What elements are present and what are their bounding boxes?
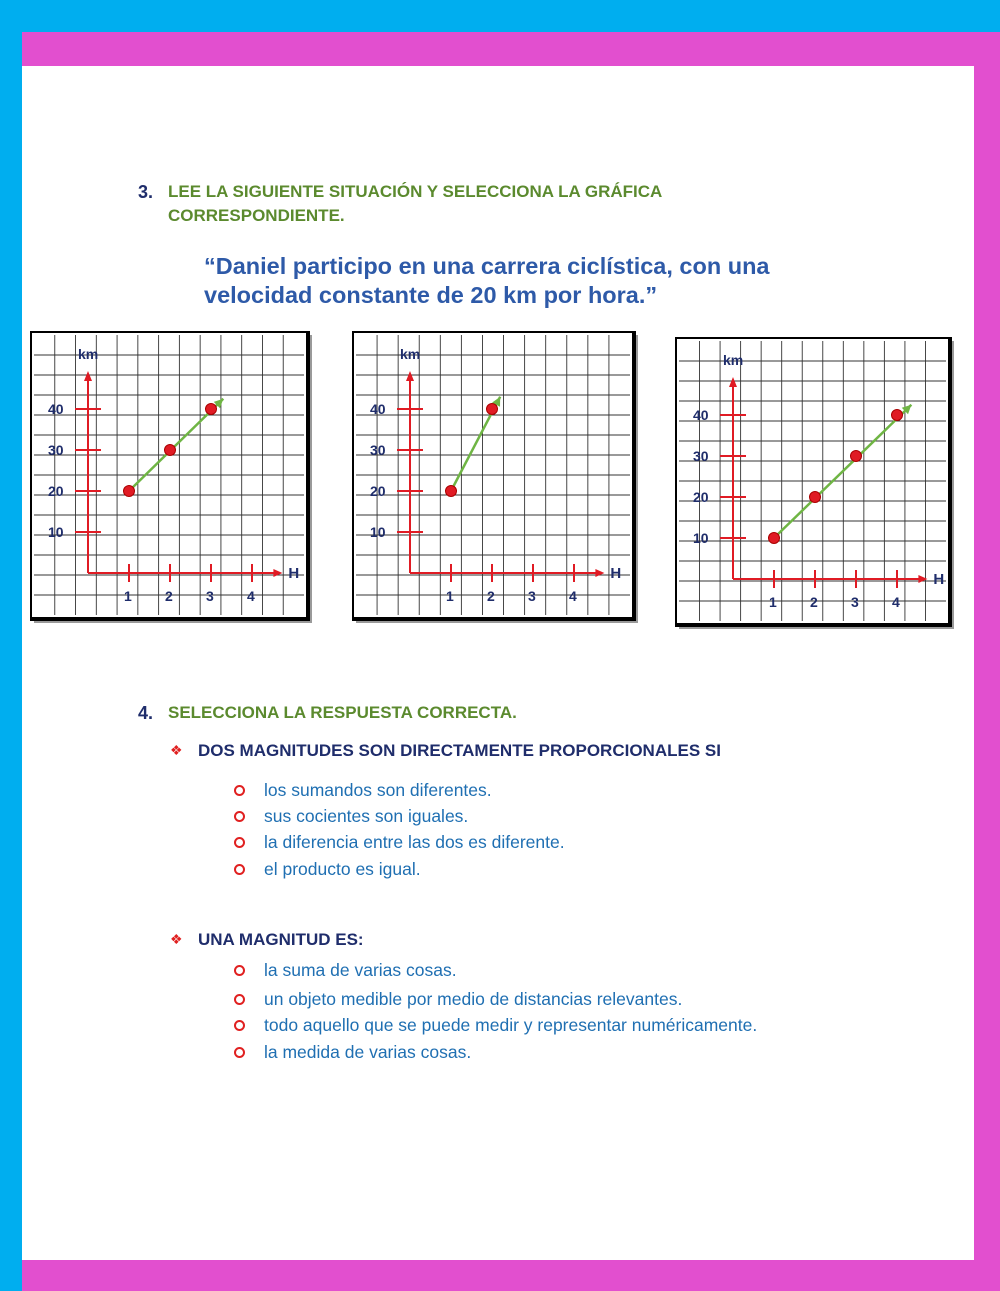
y-tick-label: 30 — [48, 442, 64, 458]
radio-circle-icon[interactable] — [234, 965, 245, 976]
problem-statement-line2: velocidad constante de 20 km por hora.” — [204, 282, 658, 308]
graph-option-2[interactable] — [352, 331, 638, 623]
data-point — [206, 404, 217, 415]
radio-circle-icon[interactable] — [234, 1020, 245, 1031]
x-tick-label: 3 — [851, 594, 859, 610]
data-point — [769, 533, 780, 544]
option-label: sus cocientes son iguales. — [264, 806, 469, 826]
radio-circle-icon[interactable] — [234, 1047, 245, 1058]
x-axis-label: H — [288, 565, 300, 582]
option-label: el producto es igual. — [264, 859, 421, 879]
x-tick-label: 3 — [528, 588, 536, 604]
y-tick-label: 40 — [693, 407, 709, 423]
data-point — [810, 492, 821, 503]
x-tick-label: 4 — [569, 588, 577, 604]
x-tick-label: 2 — [487, 588, 495, 604]
x-tick-label: 1 — [769, 594, 777, 610]
sub-question-1-option-2[interactable] — [234, 806, 468, 827]
option-label: la medida de varias cosas. — [264, 1042, 472, 1062]
y-tick-label: 30 — [370, 442, 386, 458]
sub-question-1-option-3[interactable] — [234, 832, 565, 853]
graph-1-svg — [30, 331, 312, 623]
question-3-instruction-line2: CORRESPONDIENTE. — [168, 206, 345, 225]
option-label: la diferencia entre las dos es diferente. — [264, 832, 565, 852]
question-3-instruction-line1: LEE LA SIGUIENTE SITUACIÓN Y SELECCIONA LA GRÁFICA — [168, 182, 663, 201]
x-tick-label: 2 — [165, 588, 173, 604]
question-3-instruction — [168, 180, 662, 228]
y-tick-label: 10 — [370, 524, 386, 540]
problem-statement-line1: “Daniel participo en una carrera ciclística, con una — [204, 253, 770, 279]
option-label: un objeto medible por medio de distancias relevantes. — [264, 989, 683, 1009]
x-tick-label: 3 — [206, 588, 214, 604]
x-tick-label: 4 — [892, 594, 900, 610]
diamond-bullet-icon: ❖ — [170, 742, 183, 758]
data-point — [446, 486, 457, 497]
data-point — [851, 451, 862, 462]
worksheet-page — [22, 66, 974, 1260]
y-tick-label: 10 — [48, 524, 64, 540]
graph-option-3[interactable] — [675, 337, 954, 629]
question-4-instruction: SELECCIONA LA RESPUESTA CORRECTA. — [168, 703, 517, 722]
problem-statement — [204, 252, 904, 310]
diamond-bullet-icon: ❖ — [170, 931, 183, 947]
graph-option-1[interactable] — [30, 331, 312, 623]
sub-question-1-option-4[interactable] — [234, 859, 421, 880]
option-label: los sumandos son diferentes. — [264, 780, 492, 800]
x-tick-label: 2 — [810, 594, 818, 610]
y-axis-label: km — [78, 346, 99, 362]
top-border — [0, 0, 1000, 32]
sub-question-1-title: DOS MAGNITUDES SON DIRECTAMENTE PROPORCIONALES SI — [198, 741, 721, 760]
radio-circle-icon[interactable] — [234, 837, 245, 848]
sub-question-2-title: UNA MAGNITUD ES: — [198, 930, 364, 949]
y-tick-label: 20 — [48, 483, 64, 499]
radio-circle-icon[interactable] — [234, 994, 245, 1005]
graph-3-svg — [675, 337, 954, 629]
data-point — [124, 486, 135, 497]
graph-2-svg — [352, 331, 638, 623]
data-point — [487, 404, 498, 415]
data-point — [165, 445, 176, 456]
y-axis-label: km — [400, 346, 421, 362]
radio-circle-icon[interactable] — [234, 811, 245, 822]
radio-circle-icon[interactable] — [234, 864, 245, 875]
sub-question-2-option-1[interactable] — [234, 960, 457, 981]
option-label: todo aquello que se puede medir y representar numéricamente. — [264, 1015, 758, 1035]
y-tick-label: 20 — [693, 489, 709, 505]
x-tick-label: 1 — [124, 588, 132, 604]
data-point — [892, 410, 903, 421]
y-tick-label: 40 — [48, 401, 64, 417]
sub-question-2-option-2[interactable] — [234, 989, 682, 1010]
x-tick-label: 1 — [446, 588, 454, 604]
y-tick-label: 20 — [370, 483, 386, 499]
radio-circle-icon[interactable] — [234, 785, 245, 796]
y-axis-label: km — [723, 352, 744, 368]
option-label: la suma de varias cosas. — [264, 960, 457, 980]
x-axis-label: H — [933, 571, 945, 588]
sub-question-2-option-3[interactable] — [234, 1015, 757, 1036]
y-tick-label: 10 — [693, 530, 709, 546]
x-tick-label: 4 — [247, 588, 255, 604]
question-3-number: 3. — [138, 182, 154, 202]
y-tick-label: 40 — [370, 401, 386, 417]
question-4-number: 4. — [138, 703, 154, 723]
y-tick-label: 30 — [693, 448, 709, 464]
sub-question-2-option-4[interactable] — [234, 1042, 471, 1063]
x-axis-label: H — [610, 565, 622, 582]
sub-question-1-option-1[interactable] — [234, 780, 492, 801]
